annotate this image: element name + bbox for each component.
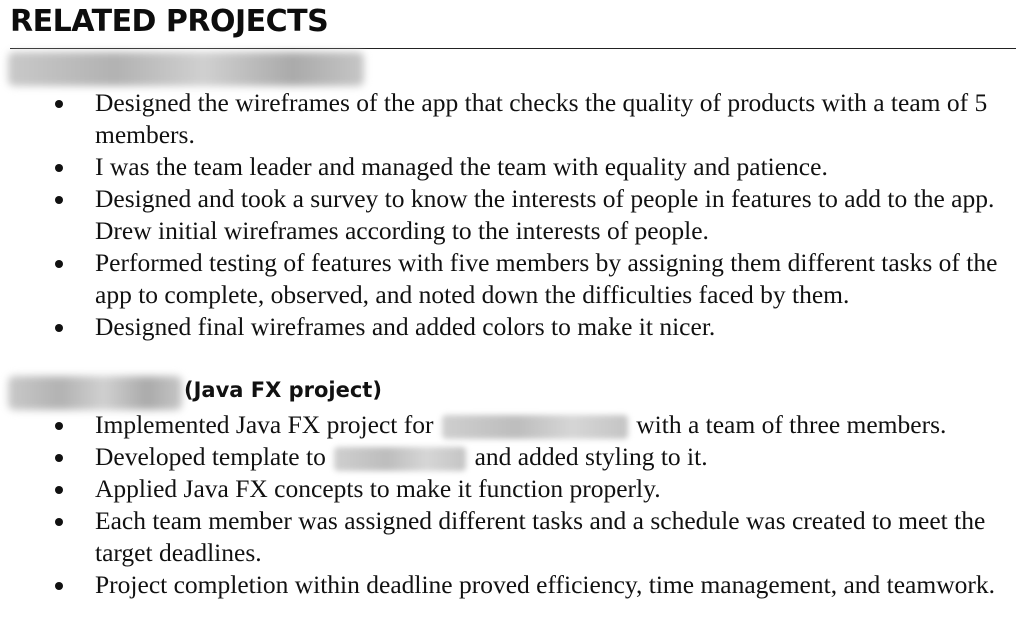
list-item: [0, 247, 1024, 311]
list-item: [0, 151, 1024, 183]
bullet-icon: [55, 582, 63, 590]
bullet-text-after: with a team of three members.: [636, 410, 947, 439]
bullet-icon: [55, 454, 63, 462]
project-2-bullet-list: [0, 409, 1024, 601]
bullet-text: I was the team leader and managed the team with equality and patience.: [95, 152, 828, 181]
bullet-text: Applied Java FX concepts to make it function properly.: [95, 474, 661, 503]
redacted-project-title: [8, 376, 182, 410]
list-item: [0, 473, 1024, 505]
bullet-text: Designed final wireframes and added colors to make it nicer.: [95, 312, 716, 341]
bullet-icon: [55, 196, 63, 204]
bullet-icon: [55, 486, 63, 494]
list-item: [0, 441, 1024, 473]
bullet-text: Designed and took a survey to know the interests of people in features to add to the app. Drew initial wireframes according to the interests of people.: [95, 184, 995, 245]
bullet-text-before: Developed template to: [95, 442, 326, 471]
bullet-text: Designed the wireframes of the app that checks the quality of products with a team of 5 members.: [95, 88, 988, 149]
bullet-text: Project completion within deadline proved efficiency, time management, and teamwork.: [95, 570, 995, 599]
redacted-project-title: [8, 52, 364, 86]
bullet-icon: [55, 518, 63, 526]
bullet-icon: [55, 100, 63, 108]
list-item: [0, 87, 1024, 151]
bullet-icon: [55, 164, 63, 172]
bullet-text: Performed testing of features with five members by assigning them different tasks of the app to complete, observed, and noted down the difficulties faced by them.: [95, 248, 998, 309]
bullet-icon: [55, 422, 63, 430]
bullet-icon: [55, 260, 63, 268]
redacted-text: [442, 415, 628, 439]
list-item: [0, 505, 1024, 569]
bullet-icon: [55, 324, 63, 332]
redacted-text: [334, 447, 466, 471]
list-item: [0, 311, 1024, 343]
list-item: [0, 409, 1024, 441]
project-subtitle: (Java FX project): [184, 378, 382, 402]
list-item: [0, 183, 1024, 247]
bullet-text: Each team member was assigned different tasks and a schedule was created to meet the target deadlines.: [95, 506, 986, 567]
project-1-bullet-list: [0, 87, 1024, 343]
list-item: [0, 569, 1024, 601]
section-heading: RELATED PROJECTS: [10, 4, 329, 39]
bullet-text-after: and added styling to it.: [474, 442, 708, 471]
bullet-text-before: Implemented Java FX project for: [95, 410, 434, 439]
heading-divider: [10, 48, 1016, 49]
